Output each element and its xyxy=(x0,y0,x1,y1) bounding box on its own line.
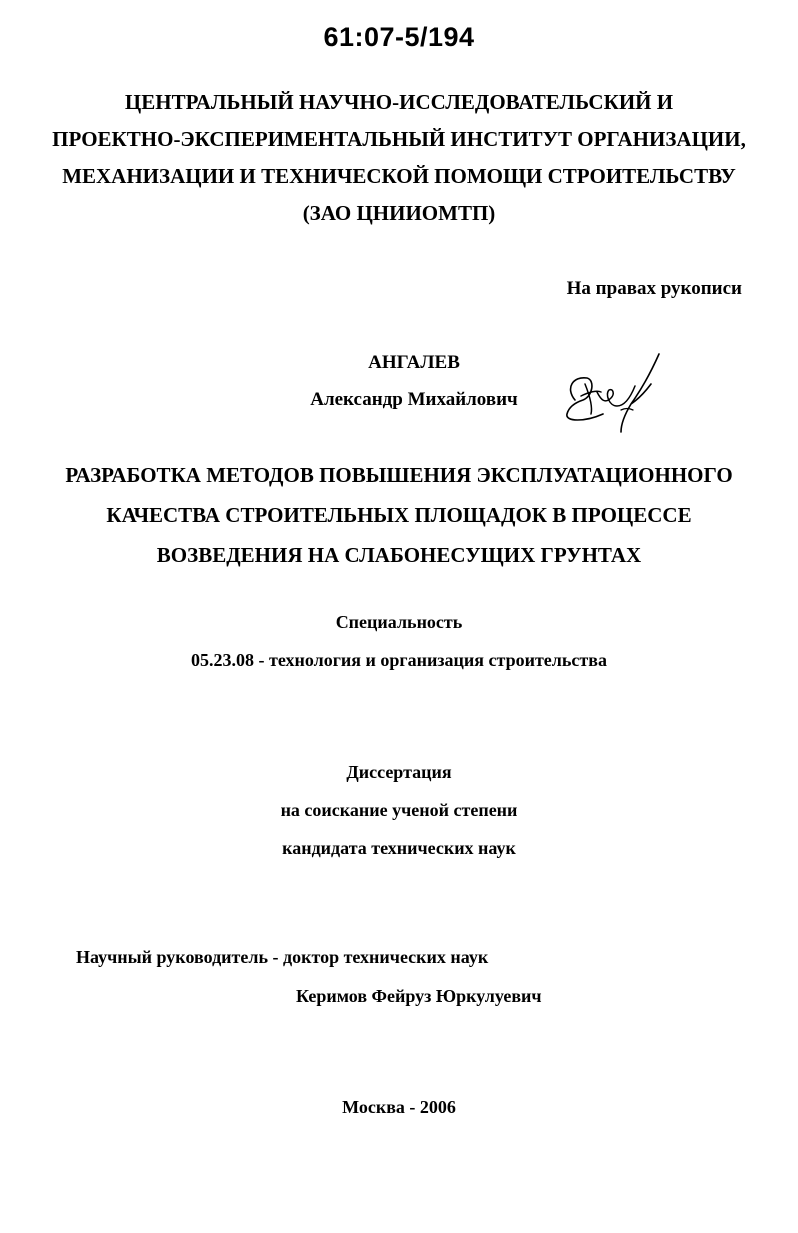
dissertation-type: Диссертация xyxy=(346,762,452,782)
document-code: 61:07-5/194 xyxy=(323,22,475,52)
degree-line-1: на соискание ученой степени xyxy=(280,800,518,820)
dissertation-title-line-3: ВОЗВЕДЕНИЯ НА СЛАБОНЕСУЩИХ ГРУНТАХ xyxy=(156,543,642,567)
supervisor-name: Керимов Фейруз Юркулуевич xyxy=(296,986,542,1006)
dissertation-title-line-2: КАЧЕСТВА СТРОИТЕЛЬНЫХ ПЛОЩАДОК В ПРОЦЕССЕ xyxy=(106,503,692,527)
specialty-label: Специальность xyxy=(335,612,463,632)
signature-icon xyxy=(555,348,670,436)
manuscript-rights-note: На правах рукописи xyxy=(566,278,742,299)
institute-line-3: МЕХАНИЗАЦИИ И ТЕХНИЧЕСКОЙ ПОМОЩИ СТРОИТЕЛЬСТВУ xyxy=(62,164,736,188)
author-surname: АНГАЛЕВ xyxy=(368,352,460,373)
degree-line-2: кандидата технических наук xyxy=(282,838,516,858)
author-name: Александр Михайлович xyxy=(310,389,518,410)
specialty-value: 05.23.08 - технология и организация строительства xyxy=(191,650,607,670)
supervisor-label: Научный руководитель - доктор технических наук xyxy=(76,947,489,967)
place-and-year: Москва - 2006 xyxy=(342,1097,456,1117)
institute-abbreviation: (ЗАО ЦНИИОМТП) xyxy=(302,201,496,225)
institute-line-1: ЦЕНТРАЛЬНЫЙ НАУЧНО-ИССЛЕДОВАТЕЛЬСКИЙ И xyxy=(124,90,674,114)
dissertation-title-line-1: РАЗРАБОТКА МЕТОДОВ ПОВЫШЕНИЯ ЭКСПЛУАТАЦИОННОГО xyxy=(65,463,733,487)
institute-line-2: ПРОЕКТНО-ЭКСПЕРИМЕНТАЛЬНЫЙ ИНСТИТУТ ОРГАНИЗАЦИИ, xyxy=(52,127,746,151)
